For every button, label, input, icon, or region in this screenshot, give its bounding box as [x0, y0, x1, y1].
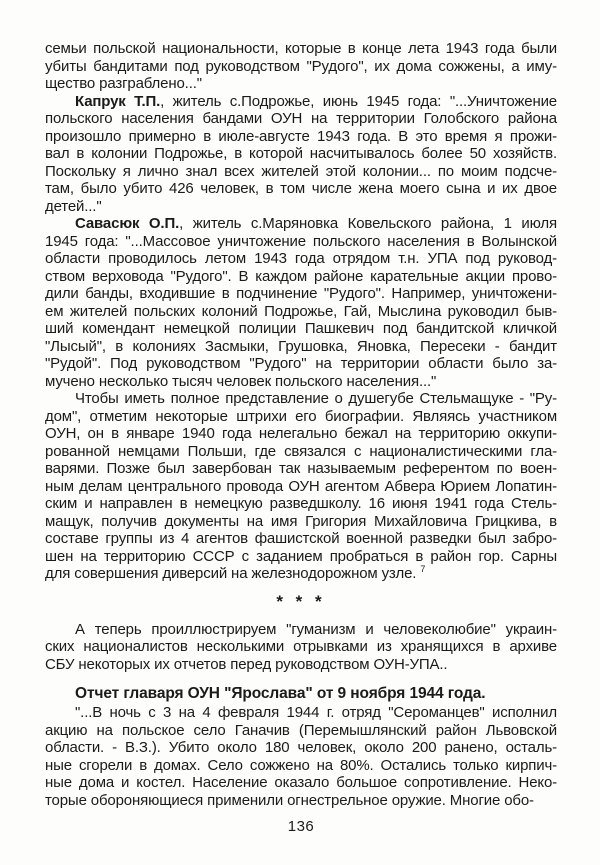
- paragraph: [45, 215, 557, 390]
- text-segment: области проводилось летом 1943 года отрядом т.н. УПА под руковод-: [45, 250, 557, 267]
- text-line: [45, 128, 557, 146]
- text-line: [45, 338, 557, 356]
- text-segment: , житель с.Маряновка Ковельского района, 1 июля: [179, 215, 557, 232]
- paragraph: [45, 704, 557, 809]
- text-segment: "...В ночь с 3 на 4 февраля 1944 г. отряд "Сероманцев" исполнил: [75, 704, 557, 721]
- text-line: [45, 656, 557, 674]
- text-segment: там, было убито 426 человек, в том числе жена моего сына и их двое: [45, 180, 557, 197]
- text-line: [45, 425, 557, 443]
- text-segment: 1945 года: "...Массовое уничтожение польского населения в Волынской: [45, 232, 557, 250]
- text-segment: ные сгорели в домах. Село сожжено на 80%. Остались только кирпич-: [45, 756, 557, 774]
- text-line: [45, 58, 557, 76]
- paragraph: [45, 40, 557, 93]
- text-segment: Чтобы иметь полное представление о душегубе Стельмащуке - "Ру-: [75, 390, 557, 407]
- text-segment: акцию на польское село Ганачив (Перемышлянский район Львовской: [45, 721, 557, 739]
- text-segment: произошло примерно в июле-августе 1943 года. В это время я прожи-: [45, 127, 557, 145]
- text-segment: составе группы из 4 агентов фашистской военной разведки был забро-: [45, 530, 557, 547]
- text-segment: "Рудой". Под руководством "Рудого" на территории области было за-: [45, 355, 557, 372]
- text-line: [45, 285, 557, 303]
- text-segment: ским и направлен в немецкую разведшколу. 16 июня 1941 года Стель-: [45, 495, 557, 512]
- text-line: [45, 390, 557, 408]
- text-segment: А теперь проиллюстрируем "гуманизм и человеколюбие" украин-: [75, 620, 557, 638]
- text-line: [45, 565, 557, 583]
- text-line: [45, 373, 557, 391]
- text-line: [45, 233, 557, 251]
- text-line: [45, 163, 557, 181]
- text-line: [45, 250, 557, 268]
- text-segment: , житель с.Подрожье, июнь 1945 года: "...Уничтожение: [160, 92, 557, 110]
- text-line: [45, 443, 557, 461]
- text-segment: убиты бандитами под руководством "Рудого", их дома сожжены, а иму-: [45, 57, 557, 75]
- text-segment: мащук, получив документы на имя Григория Михайловича Грицкива, в: [45, 512, 557, 530]
- paragraph: [45, 390, 557, 583]
- text-line: [45, 355, 557, 373]
- text-segment: семьи польской национальности, которые в конце лета 1943 года были: [45, 40, 557, 57]
- text-segment: ством верховода "Рудого". В каждом районе карательные акции прово-: [45, 267, 557, 285]
- text-segment: дом", отметим некоторые штрихи его биографии. Являясь участником: [45, 407, 557, 425]
- text-segment: детей...": [45, 197, 102, 215]
- text-segment: ОУН, он в январе 1940 года нелегально бежал на территорию оккупи-: [45, 425, 557, 442]
- text-line: [45, 638, 557, 656]
- text-segment: ший комендант немецкой полиции Пашкевич под бандитской кличкой: [45, 320, 557, 337]
- text-line: [45, 530, 557, 548]
- text-line: [45, 722, 557, 740]
- text-line: [45, 75, 557, 93]
- paragraph: [45, 621, 557, 674]
- text-segment: мучено несколько тысяч человек польского населения...": [45, 372, 437, 390]
- text-line: [45, 93, 557, 111]
- text-segment: ских националистов несколькими отрывками из хранящихся в архиве: [45, 638, 557, 655]
- text-segment: вал в колонии Подрожье, в которой насчитывалось более 50 хозяйств.: [45, 145, 557, 162]
- text-line: [45, 110, 557, 128]
- text-line: [45, 408, 557, 426]
- text-segment: дили банды, входившие в подчинение "Рудого". Например, уничтожени-: [45, 285, 557, 302]
- paragraph: [45, 93, 557, 216]
- text-line: [45, 478, 557, 496]
- text-segment: ем жителей польских колоний Подрожье, Гай, Мыслина руководил быв-: [45, 302, 557, 320]
- text-line: [45, 320, 557, 338]
- text-line: [45, 268, 557, 286]
- report-heading: Отчет главаря ОУН "Ярослава" от 9 ноября 1944 года.: [75, 685, 486, 702]
- text-line: [45, 495, 557, 513]
- text-line: [45, 145, 557, 163]
- text-segment: польского населения бандами ОУН на территории Голобского района: [45, 110, 557, 127]
- text-segment: щество разграблено...": [45, 75, 202, 92]
- text-column: [45, 40, 557, 835]
- text-segment: для совершения диверсий на железнодорожном узле.: [45, 565, 421, 582]
- text-line: [45, 460, 557, 478]
- text-line: [45, 621, 557, 639]
- text-segment: области. - В.З.). Убито около 180 человек, около 200 ранено, осталь-: [45, 739, 557, 756]
- text-line: [45, 757, 557, 775]
- witness-name: Савасюк О.П.: [75, 215, 180, 232]
- text-segment: Поскольку я лично знал всех жителей этой колонии... по моим подсче-: [45, 162, 557, 180]
- text-segment: ным делам центрального провода ОУН агентом Абвера Юрием Лопатин-: [45, 477, 557, 495]
- text-line: [45, 513, 557, 531]
- text-line: [45, 704, 557, 722]
- text-line: [45, 774, 557, 792]
- text-segment: "Лысый", в колониях Засмыки, Грушовка, Яновка, Пересеки - бандит: [45, 337, 557, 355]
- text-segment: ные дома и костел. Население оказало большое сопротивление. Неко-: [45, 774, 557, 791]
- text-line: [45, 180, 557, 198]
- text-segment: рованной немцами Польши, где связался с националистическими гла-: [45, 442, 557, 460]
- text-segment: СБУ некоторых их отчетов перед руководством ОУН-УПА..: [45, 655, 448, 673]
- witness-name: Капрук Т.П.: [75, 92, 161, 110]
- text-segment: шен на территорию СССР с заданием пробраться в район гор. Сарны: [45, 547, 557, 565]
- text-line: [45, 40, 557, 58]
- text-line: [45, 303, 557, 321]
- text-line: [45, 739, 557, 757]
- text-segment: варями. Позже был завербован так называемым референтом по воен-: [45, 460, 557, 477]
- text-line: [45, 198, 557, 216]
- text-line: [45, 548, 557, 566]
- text-line: [45, 215, 557, 233]
- section-separator: * * *: [276, 591, 326, 611]
- footnote-marker: 7: [420, 564, 426, 574]
- text-segment: торые обороняющиеся применили огнестрельное оружие. Многие обо-: [45, 791, 534, 809]
- page-number: 136: [287, 818, 315, 835]
- text-line: [45, 792, 557, 810]
